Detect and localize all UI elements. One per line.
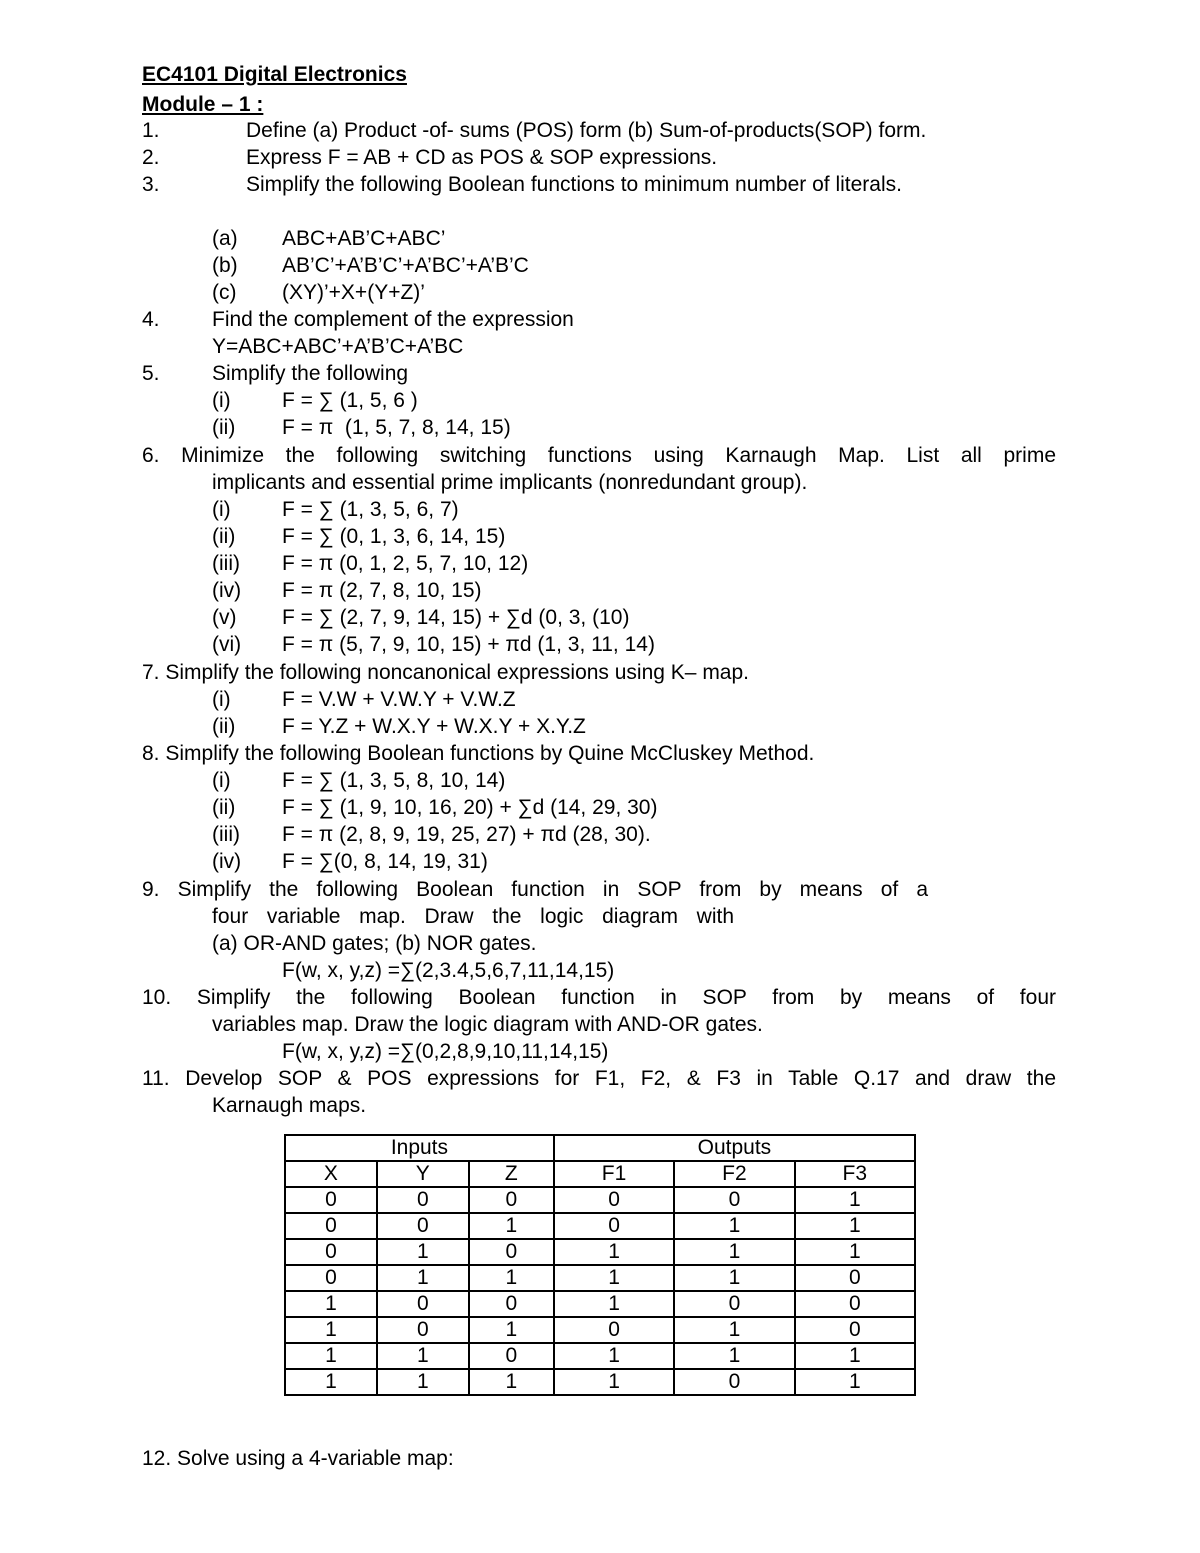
column-header: X (285, 1161, 377, 1187)
q6iv-label: (iv) (212, 579, 242, 602)
table-cell: 0 (554, 1213, 674, 1239)
q9-options: (a) OR-AND gates; (b) NOR gates. (212, 932, 537, 955)
table-cell: 0 (795, 1265, 915, 1291)
table-cell: 1 (795, 1343, 915, 1369)
table-row (285, 1291, 915, 1317)
q3c-label: (c) (212, 281, 237, 304)
q6-text-cont: implicants and essential prime implicants (nonredundant group). (212, 471, 808, 494)
table-cell: 1 (469, 1369, 554, 1395)
q10-text-cont: variables map. Draw the logic diagram with AND-OR gates. (212, 1013, 763, 1036)
table-cell: 1 (674, 1239, 794, 1265)
q6-text: 6. Minimize the following switching functions using Karnaugh Map. List all prime (142, 444, 1056, 467)
column-header: F2 (674, 1161, 794, 1187)
table-cell: 1 (554, 1239, 674, 1265)
q8ii-label: (ii) (212, 796, 236, 819)
table-cell: 0 (795, 1291, 915, 1317)
q8i-text: F = ∑ (1, 3, 5, 8, 10, 14) (282, 769, 506, 792)
q8iii-text: F = π (2, 8, 9, 19, 25, 27) + πd (28, 30). (282, 823, 651, 846)
table-cell: 1 (554, 1343, 674, 1369)
column-header: F3 (795, 1161, 915, 1187)
table-cell: 1 (285, 1369, 377, 1395)
outputs-group-header: Outputs (554, 1135, 915, 1161)
table-cell: 0 (285, 1265, 377, 1291)
table-cell: 1 (469, 1317, 554, 1343)
table-group-header-row (285, 1135, 915, 1161)
table-cell: 0 (377, 1317, 469, 1343)
q8i-label: (i) (212, 769, 231, 792)
q7ii-text: F = Y.Z + W.X.Y + W.X.Y + X.Y.Z (282, 715, 586, 738)
column-header: Y (377, 1161, 469, 1187)
q5-number: 5. (142, 362, 160, 385)
table-cell: 1 (554, 1291, 674, 1317)
table-cell: 0 (674, 1369, 794, 1395)
table-cell: 1 (377, 1369, 469, 1395)
column-header: F1 (554, 1161, 674, 1187)
table-row (285, 1369, 915, 1395)
table-cell: 1 (554, 1265, 674, 1291)
q11-text-cont: Karnaugh maps. (212, 1094, 367, 1117)
table-cell: 0 (377, 1213, 469, 1239)
q3a-text: ABC+AB’C+ABC’ (282, 227, 446, 250)
q5ii-label: (ii) (212, 416, 236, 439)
table-cell: 1 (795, 1369, 915, 1395)
q6v-text: F = ∑ (2, 7, 9, 14, 15) + ∑d (0, 3, (10) (282, 606, 630, 629)
table-row (285, 1187, 915, 1213)
q12-text: 12. Solve using a 4-variable map: (142, 1447, 454, 1470)
table-cell: 1 (674, 1343, 794, 1369)
table-cell: 0 (674, 1187, 794, 1213)
q11-text: 11. Develop SOP & POS expressions for F1, F2, & F3 in Table Q.17 and draw the (142, 1067, 1056, 1090)
table-row (285, 1265, 915, 1291)
table-cell: 1 (795, 1239, 915, 1265)
q6v-label: (v) (212, 606, 237, 629)
table-cell: 1 (674, 1213, 794, 1239)
q2-number: 2. (142, 146, 160, 169)
q3b-label: (b) (212, 254, 238, 277)
table-row (285, 1239, 915, 1265)
inputs-group-header: Inputs (285, 1135, 554, 1161)
table-cell: 1 (795, 1213, 915, 1239)
q9-function: F(w, x, y,z) =∑(2,3.4,5,6,7,11,14,15) (282, 959, 615, 982)
table-cell: 0 (795, 1317, 915, 1343)
table-cell: 1 (674, 1317, 794, 1343)
q6vi-text: F = π (5, 7, 9, 10, 15) + πd (1, 3, 11, 14) (282, 633, 655, 656)
truth-table (284, 1134, 916, 1396)
q8ii-text: F = ∑ (1, 9, 10, 16, 20) + ∑d (14, 29, 30) (282, 796, 658, 819)
q3-number: 3. (142, 173, 160, 196)
table-cell: 1 (554, 1369, 674, 1395)
module-heading: Module – 1 : (142, 93, 264, 116)
q8iv-label: (iv) (212, 850, 242, 873)
table-cell: 0 (285, 1187, 377, 1213)
q7i-text: F = V.W + V.W.Y + V.W.Z (282, 688, 516, 711)
table-cell: 0 (377, 1291, 469, 1317)
table-cell: 1 (377, 1343, 469, 1369)
q5ii-text: F = π (1, 5, 7, 8, 14, 15) (282, 416, 511, 439)
table-cell: 0 (674, 1291, 794, 1317)
q4-expression: Y=ABC+ABC’+A’B’C+A’BC (212, 335, 464, 358)
q5i-text: F = ∑ (1, 5, 6 ) (282, 389, 418, 412)
table-cell: 1 (674, 1265, 794, 1291)
q9-text-cont: four variable map. Draw the logic diagram with (212, 905, 734, 928)
q9-text: 9. Simplify the following Boolean function in SOP from by means of a (142, 878, 928, 901)
q3a-label: (a) (212, 227, 238, 250)
q7-text: 7. Simplify the following noncanonical expressions using K– map. (142, 661, 750, 684)
table-cell: 0 (377, 1187, 469, 1213)
q4-text: Find the complement of the expression (212, 308, 574, 331)
table-cell: 0 (469, 1239, 554, 1265)
table-cell: 0 (554, 1187, 674, 1213)
q1-text: Define (a) Product -of- sums (POS) form (b) Sum-of-products(SOP) form. (246, 119, 927, 142)
column-header: Z (469, 1161, 554, 1187)
q8-text: 8. Simplify the following Boolean functions by Quine McCluskey Method. (142, 742, 815, 765)
q10-function: F(w, x, y,z) =∑(0,2,8,9,10,11,14,15) (282, 1040, 609, 1063)
table-cell: 0 (554, 1317, 674, 1343)
q3c-text: (XY)’+X+(Y+Z)’ (282, 281, 425, 304)
table-column-header-row (285, 1161, 915, 1187)
table-cell: 0 (469, 1291, 554, 1317)
table-cell: 1 (285, 1317, 377, 1343)
table-cell: 1 (285, 1291, 377, 1317)
document-title: EC4101 Digital Electronics (142, 63, 407, 86)
q4-number: 4. (142, 308, 160, 331)
q6ii-label: (ii) (212, 525, 236, 548)
q2-text: Express F = AB + CD as POS & SOP expressions. (246, 146, 718, 169)
q3b-text: AB’C’+A’B’C’+A’BC’+A’B’C (282, 254, 529, 277)
q6i-text: F = ∑ (1, 3, 5, 6, 7) (282, 498, 459, 521)
q7ii-label: (ii) (212, 715, 236, 738)
q6vi-label: (vi) (212, 633, 242, 656)
q10-text: 10. Simplify the following Boolean function in SOP from by means of four (142, 986, 1056, 1009)
table-row (285, 1343, 915, 1369)
q5-text: Simplify the following (212, 362, 409, 385)
table-cell: 0 (285, 1213, 377, 1239)
q8iii-label: (iii) (212, 823, 240, 846)
q7i-label: (i) (212, 688, 231, 711)
table-cell: 1 (795, 1187, 915, 1213)
table-cell: 1 (285, 1343, 377, 1369)
q1-number: 1. (142, 119, 160, 142)
table-cell: 1 (377, 1239, 469, 1265)
q8iv-text: F = ∑(0, 8, 14, 19, 31) (282, 850, 488, 873)
table-cell: 1 (377, 1265, 469, 1291)
q6iv-text: F = π (2, 7, 8, 10, 15) (282, 579, 482, 602)
q6i-label: (i) (212, 498, 231, 521)
q6ii-text: F = ∑ (0, 1, 3, 6, 14, 15) (282, 525, 506, 548)
table-cell: 1 (469, 1213, 554, 1239)
q5i-label: (i) (212, 389, 231, 412)
q6iii-label: (iii) (212, 552, 240, 575)
table-cell: 0 (469, 1343, 554, 1369)
q6iii-text: F = π (0, 1, 2, 5, 7, 10, 12) (282, 552, 529, 575)
table-row (285, 1317, 915, 1343)
q3-text: Simplify the following Boolean functions to minimum number of literals. (246, 173, 902, 196)
table-row (285, 1213, 915, 1239)
truth-table-body (285, 1187, 915, 1395)
table-cell: 0 (469, 1187, 554, 1213)
table-cell: 1 (469, 1265, 554, 1291)
table-cell: 0 (285, 1239, 377, 1265)
